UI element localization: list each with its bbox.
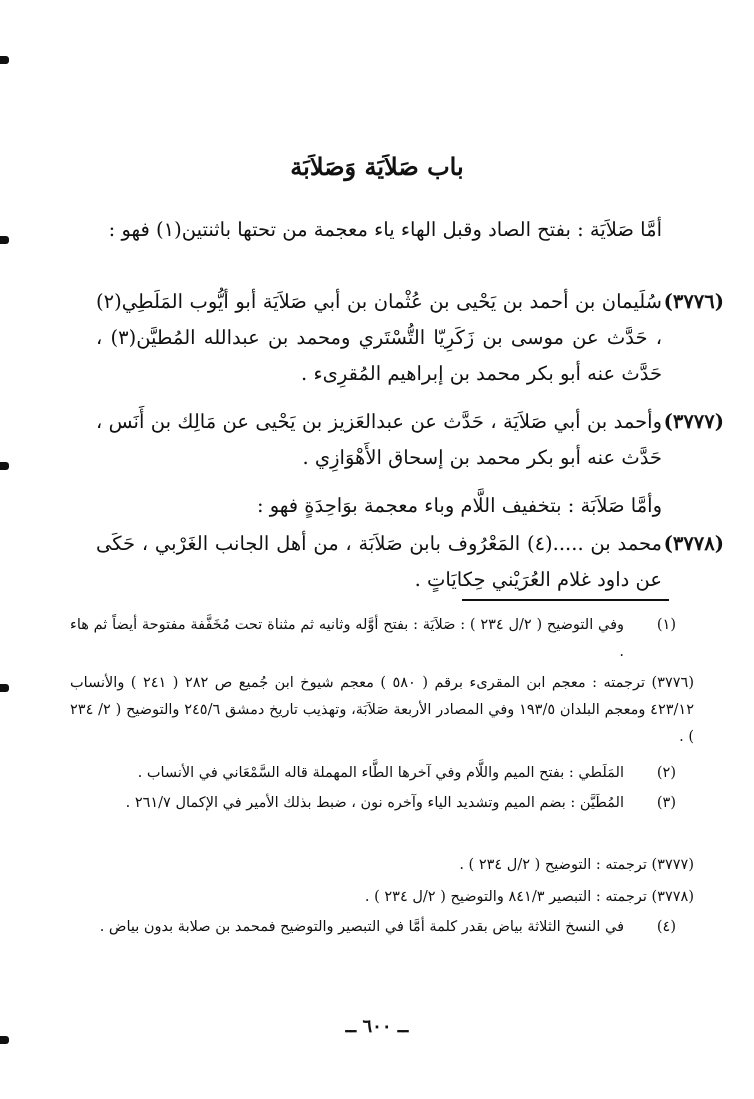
entry-3778: [96, 526, 724, 598]
entry-number: (٣٧٧٧): [663, 410, 724, 433]
entry-text: محمد بن .....(٤) المَعْرُوف بابن صَلاَبَة ، من أهل الجانب الغَرْبي ، حَكَى عن داود غلام العُرَيْني حِكايَاتٍ .: [96, 532, 663, 591]
footnote-number: (١): [656, 617, 676, 633]
chapter-heading: باب صَلاَيَة وَصَلاَبَة: [290, 152, 464, 181]
entry-text: سُلَيمان بن أحمد بن يَحْيى بن عُثْمان بن أبي صَلاَيَة أبو أيُّوب المَلَطِي(٢) ، حَدَّث عن موسى بن زَكَرِيّا التُّسْتَري ومحمد بن عبدالله المُطيَّن(٣) ، حَدَّث عنه أبو بكر محمد بن إبراهيم المُقرِىء .: [96, 290, 662, 385]
footnote-number: (٣): [656, 795, 676, 811]
entry-3776: [96, 284, 724, 392]
entry-text: وأحمد بن أبي صَلاَيَة ، حَدَّث عن عبدالعَزيز بن يَحْيى عن مَالِك بن أَنَس ، حَدَّث عنه أبو بكر محمد بن إسحاق الأَهْوَازِي .: [96, 410, 662, 469]
intro-paragraph-1: أمَّا صَلاَيَة : بفتح الصاد وقبل الهاء ياء معجمة من تحتها باثنتين(١) فهو :: [108, 218, 662, 241]
binding-mark: [0, 462, 9, 470]
footnote-text: في النسخ الثلاثة بياض بقدر كلمة أمَّا في التبصير والتوضيح فمحمد بن صلابة بدون بياض .: [99, 919, 624, 935]
page-number: ــ ٦٠٠ ــ: [345, 1016, 409, 1037]
binding-mark: [0, 236, 9, 244]
footnote-3: [70, 790, 674, 817]
source-3776: (٣٧٧٦) ترجمته : معجم ابن المقرىء برقم ( ٥٨٠ ) معجم شيوخ ابن جُميع ص ٢٨٢ ( ٢٤١ ) والأنساب ٤٢٣/١٢ ومعجم البلدان ١٩٣/٥ وفي المصادر الأربعة صَلاَبَة، وتهذيب تاريخ دمشق ٢٤٥/٦ والتوضيح ( ٢/ ٢٣٤ ) .: [70, 675, 694, 745]
entry-number: (٣٧٧٨): [663, 532, 724, 555]
binding-mark: [0, 56, 9, 64]
footnote-4: [70, 914, 674, 941]
intro-paragraph-2: وأمَّا صَلاَبَة : بتخفيف اللَّام وباء معجمة بوَاحِدَةٍ فهو :: [256, 494, 662, 517]
footnote-1: [70, 612, 674, 666]
footnote-2: [70, 760, 674, 787]
source-3778: (٣٧٧٨) ترجمته : التبصير ٨٤١/٣ والتوضيح ( ٢/ل ٢٣٤ ) .: [364, 889, 694, 905]
binding-mark: [0, 684, 9, 692]
source-3777: (٣٧٧٧) ترجمته : التوضيح ( ٢/ل ٢٣٤ ) .: [459, 857, 694, 873]
footnote-text: المَلَطي : بفتح الميم واللَّام وفي آخرها الطَّاء المهملة قاله السَّمْعَاني في الأنساب .: [137, 765, 624, 781]
entry-3777: [96, 404, 724, 476]
footnote-text: وفي التوضيح ( ٢/ل ٢٣٤ ) : صَلاَيَة : بفتح أوَّله وثانيه ثم مثناة تحت مُخَفَّفة مفتوحة أيضاً ثم هاء .: [70, 617, 625, 660]
footnote-number: (٤): [656, 919, 676, 935]
footnote-text: المُطَيَّن : بضم الميم وتشديد الياء وآخره نون ، ضبط بذلك الأمير في الإكمال ٢٦١/٧ .: [125, 795, 624, 811]
binding-mark: [0, 1036, 9, 1044]
footnote-separator: [462, 599, 669, 601]
footnote-number: (٢): [656, 765, 676, 781]
entry-number: (٣٧٧٦): [663, 290, 724, 313]
